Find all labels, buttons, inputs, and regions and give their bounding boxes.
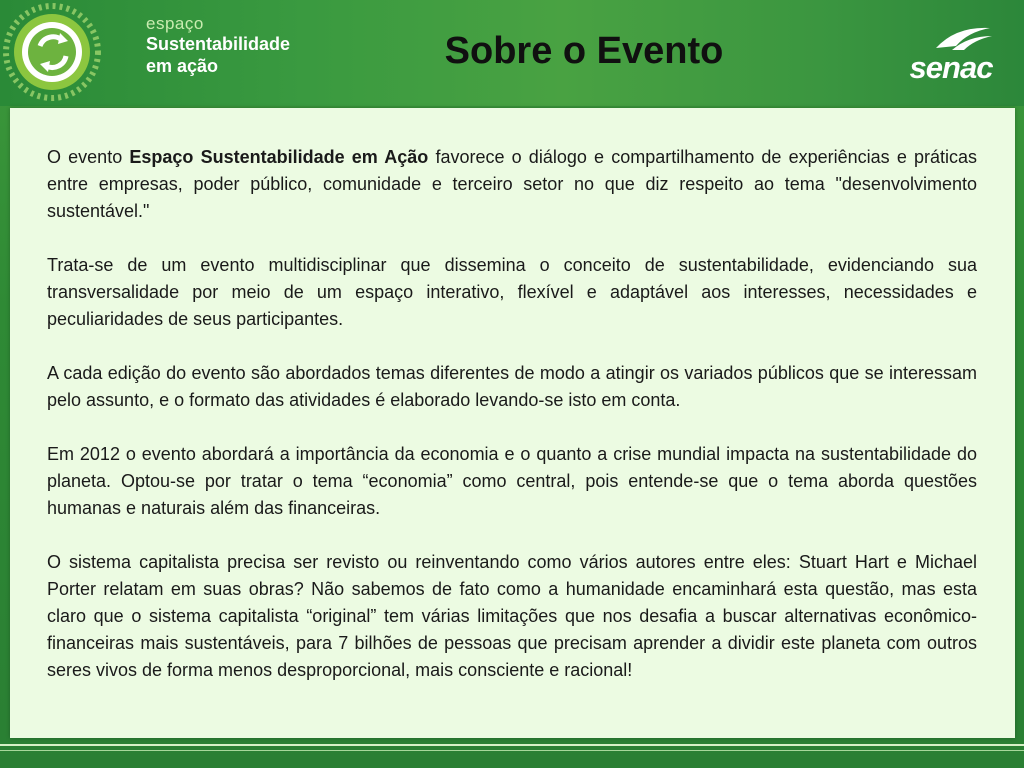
brand-line-2: em ação [146,55,219,76]
event-description [47,144,977,684]
page-title: Sobre o Evento [444,30,724,72]
brand-name [146,14,290,78]
paragraph-3: A cada edição do evento são abordados temas diferentes de modo a atingir os variados públicos que se interessam pelo assunto, e o formato das atividades é elaborado levando-se isto em conta. [47,363,977,410]
brand-line-1: Sustentabilidade [146,34,291,55]
recycle-globe-icon [0,0,110,106]
senac-logo-text: senac [909,50,993,85]
slide-header [0,0,1024,106]
brand-small-text: espaço [146,14,204,33]
paragraph-1-intro: O evento [47,147,130,167]
paragraph-1-rest: favorece o diálogo e compartilhamento de experiências e práticas entre empresas, poder público, comunidade e terceiro setor no que diz respeito ao tema "desenvolvimento sustentável." [47,147,978,221]
footer-divider-thin [0,750,1024,751]
content-panel [10,108,1015,738]
paragraph-5: O sistema capitalista precisa ser revisto ou reinventando como vários autores entre eles: Stuart Hart e Michael Porter relatam em suas obras? Não sabemos de fato como a humanidade encaminhará esta questão, mas esta claro que o sistema capitalista “original” tem várias limitações que nos desafia a buscar alternativas econômico-financeiras mais sustentáveis, para 7 bilhões de pessoas que precisam aprender a dividir este planeta com outros seres vivos de forma menos desproporcional, mais consciente e racional! [47,552,977,680]
event-name-bold: Espaço Sustentabilidade em Ação [129,147,429,167]
footer-divider [0,744,1024,746]
paragraph-2: Trata-se de um evento multidisciplinar que dissemina o conceito de sustentabilidade, evidenciando sua transversalidade por meio de um espaço interativo, flexível e adaptável aos interesses, necessidades e peculiaridades de seus participantes. [47,255,977,329]
paragraph-4: Em 2012 o evento abordará a importância da economia e o quanto a crise mundial impacta na sustentabilidade do planeta. Optou-se por tratar o tema “economia” como central, pois entende-se que o tema aborda questões humanas e naturais além das financeiras. [47,444,977,518]
senac-logo [898,22,1004,84]
senac-swoosh-icon [898,22,1004,52]
paragraph-1 [47,144,977,225]
